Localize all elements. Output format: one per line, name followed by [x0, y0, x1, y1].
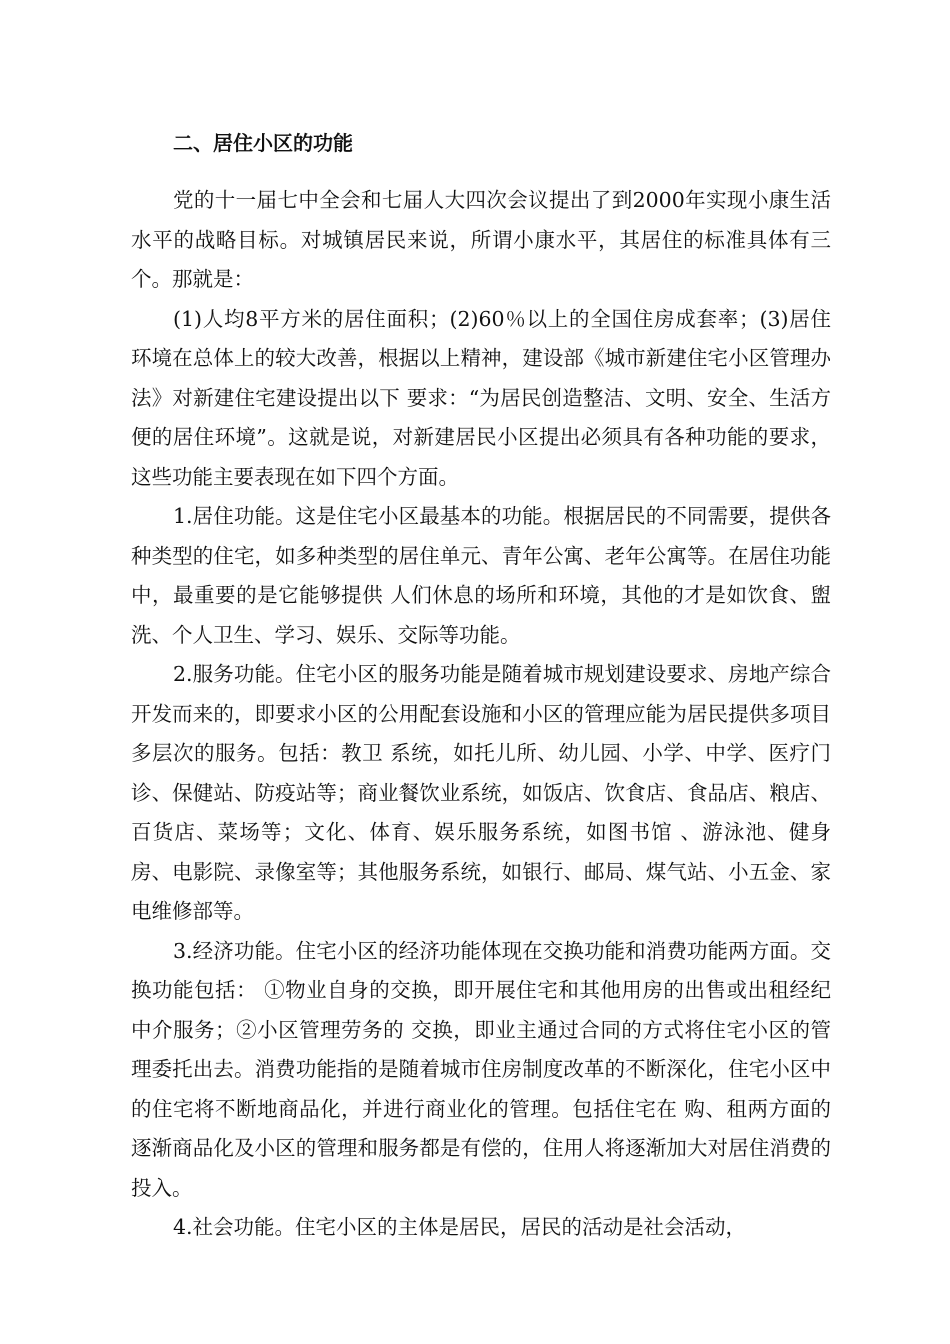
paragraph-service-function: 2.服务功能。住宅小区的服务功能是随着城市规划建设要求、房地产综合开发而来的，即要求小区的公用配套设施和小区的管理应能为居民提供多项目多层次的服务。包括：教卫 系统，如托儿所、幼儿园、小学、中学、医疗门诊、保健站、防疫站等；商业餐饮业系统，如饭店、饮食店、食品店、粮店、百货店、菜场等；文化、体育、娱乐服务系统，如图书馆 、游泳池、健身房、电影院、录像室等；其他服务系统，如银行、邮局、煤气站、小五金、家电维修部等。	[131, 662, 831, 923]
document-body	[131, 124, 831, 1248]
paragraph-intro: 党的十一届七中全会和七届人大四次会议提出了到2000年实现小康生活水平的战略目标。对城镇居民来说，所谓小康水平，其居住的标准具体有三个。那就是：	[131, 188, 831, 291]
paragraph-social-function: 4.社会功能。住宅小区的主体是居民，居民的活动是社会活动，	[173, 1215, 747, 1239]
section-heading: 二、居住小区的功能	[173, 131, 353, 155]
paragraph-economic-function: 3.经济功能。住宅小区的经济功能体现在交换功能和消费功能两方面。交换功能包括： ①物业自身的交换，即开展住宅和其他用房的出售或出租经纪中介服务；②小区管理劳务的 交换，即业主通过合同的方式将住宅小区的管理委托出去。消费功能指的是随着城市住房制度改革的不断深化，住宅小区中的住宅将不断地商品化，并进行商业化的管理。包括住宅在 购、租两方面的逐渐商品化及小区的管理和服务都是有偿的，住用人将逐渐加大对居住消费的投入。	[131, 938, 831, 1200]
paragraph-standards: (1)人均8平方米的居住面积；(2)60％以上的全国住房成套率；(3)居住环境在总体上的较大改善，根据以上精神，建设部《城市新建住宅小区管理办法》对新建住宅建设提出以下 要求：“为居民创造整洁、文明、安全、生活方便的居住环境”。这就是说，对新建居民小区提出必须具有各种功能的要求，这些功能主要表现在如下四个方面。	[131, 306, 831, 489]
paragraph-residential-function: 1.居住功能。这是住宅小区最基本的功能。根据居民的不同需要，提供各种类型的住宅，如多种类型的居住单元、青年公寓、老年公寓等。在居住功能中，最重要的是它能够提供 人们休息的场所和环境，其他的才是如饮食、盥洗、个人卫生、学习、娱乐、交际等功能。	[131, 504, 831, 647]
